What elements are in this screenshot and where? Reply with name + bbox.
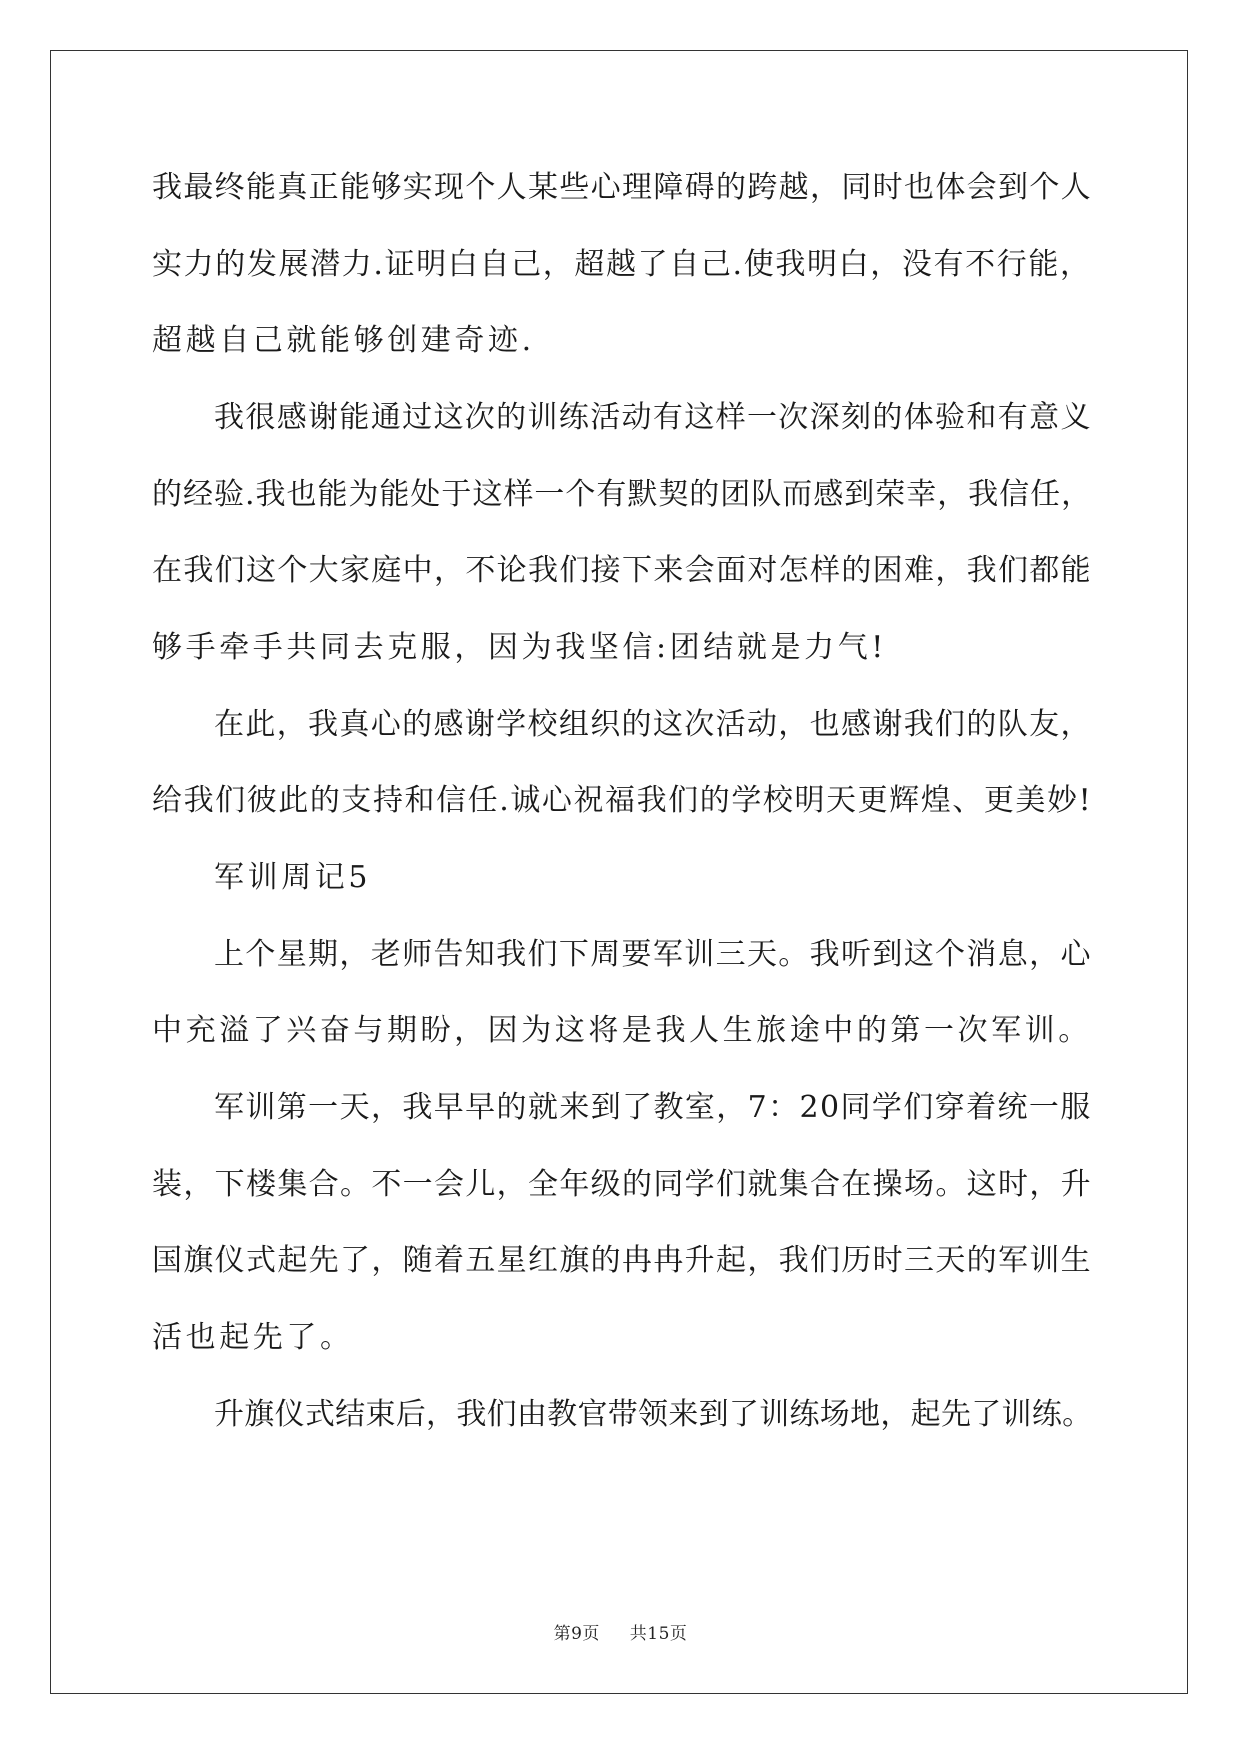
paragraph-start-line: 升旗仪式结束后，我们由教官带领来到了训练场地，起先了训练。 xyxy=(214,1397,1093,1432)
text-line: 超越自己就能够创建奇迹. xyxy=(152,323,535,358)
text-line: 我最终能真正能够实现个人某些心理障碍的跨越，同时也体会到个人 xyxy=(152,170,1092,205)
page-total: 共15页 xyxy=(629,1624,688,1644)
page-footer xyxy=(0,1623,1241,1645)
text-line: 装，下楼集合。不一会儿，全年级的同学们就集合在操场。这时，升 xyxy=(152,1167,1092,1202)
paragraph-start-line: 上个星期，老师告知我们下周要军训三天。我听到这个消息，心 xyxy=(214,937,1092,972)
text-line: 活也起先了。 xyxy=(152,1320,354,1355)
paragraph-start-line: 我很感谢能通过这次的训练活动有这样一次深刻的体验和有意义 xyxy=(214,400,1092,435)
section-heading: 军训周记5 xyxy=(214,860,372,895)
paragraph-start-line: 在此，我真心的感谢学校组织的这次活动，也感谢我们的队友， xyxy=(214,707,1092,742)
paragraph-start-line: 军训第一天，我早早的就来到了教室，7：20同学们穿着统一服 xyxy=(214,1090,1092,1125)
page-number: 第9页 xyxy=(553,1624,600,1644)
text-line: 中充溢了兴奋与期盼，因为这将是我人生旅途中的第一次军训。 xyxy=(152,1013,1092,1048)
text-line: 的经验.我也能为能处于这样一个有默契的团队而感到荣幸，我信任， xyxy=(152,477,1093,512)
text-line: 够手牵手共同去克服，因为我坚信:团结就是力气! xyxy=(152,630,887,665)
text-line: 实力的发展潜力.证明白自己，超越了自己.使我明白，没有不行能， xyxy=(152,247,1092,282)
text-line: 在我们这个大家庭中，不论我们接下来会面对怎样的困难，我们都能 xyxy=(152,553,1092,588)
text-line: 国旗仪式起先了，随着五星红旗的冉冉升起，我们历时三天的军训生 xyxy=(152,1243,1092,1278)
text-line: 给我们彼此的支持和信任.诚心祝福我们的学校明天更辉煌、更美妙! xyxy=(152,783,1093,818)
